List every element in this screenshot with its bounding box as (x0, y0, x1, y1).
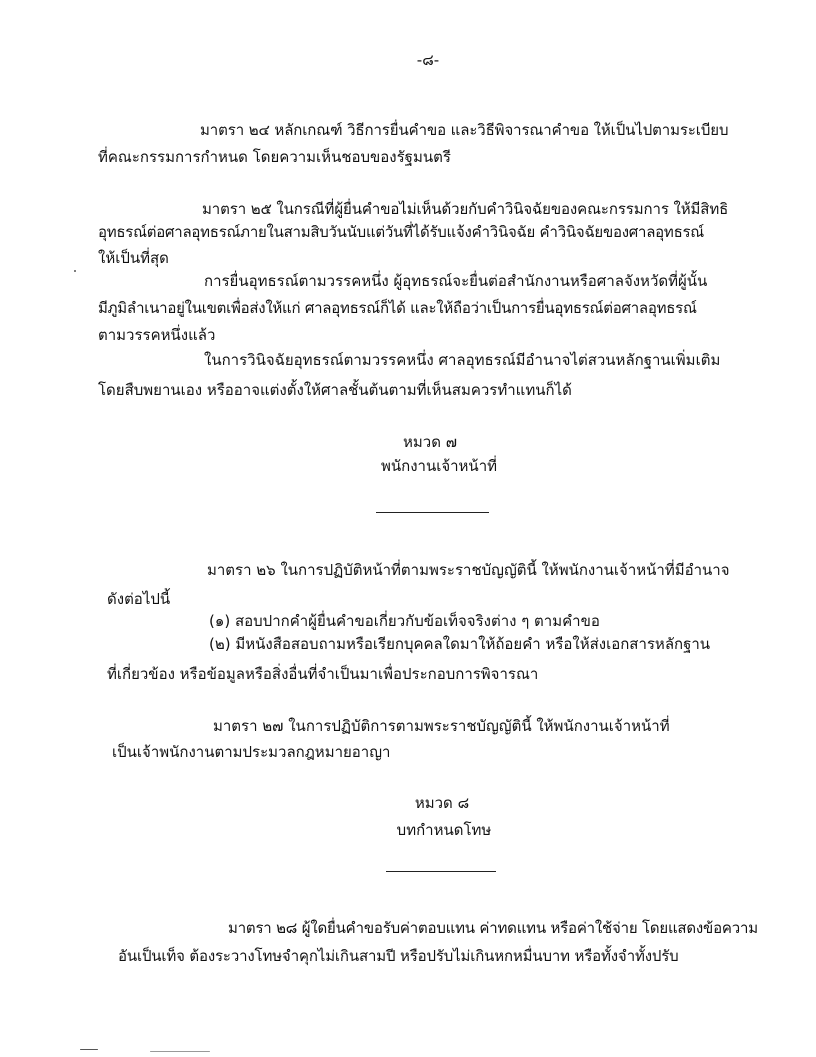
section-26-item-1: (๑) สอบปากคำผู้ยื่นคำขอเกี่ยวกับข้อเท็จจริงต่าง ๆ ตามคำขอ (209, 612, 600, 630)
section-28-line-2: อันเป็นเท็จ ต้องระวางโทษจำคุกไม่เกินสามปี หรือปรับไม่เกินหกหมื่นบาท หรือทั้งจำทั้งปรับ (118, 947, 679, 965)
scan-speck (74, 270, 76, 272)
section-25-para-2-line-3: ตามวรรคหนึ่งแล้ว (98, 326, 216, 344)
section-25-para-3-line-2: โดยสืบพยานเอง หรืออาจแต่งตั้งให้ศาลชั้นต้นตามที่เห็นสมควรทำแทนก็ได้ (98, 381, 572, 399)
section-25-line-1: มาตรา ๒๕ ในกรณีที่ผู้ยื่นคำขอไม่เห็นด้วยกับคำวินิจฉัยของคณะกรรมการ ให้มีสิทธิ (202, 200, 729, 218)
section-25-para-2-line-2: มีภูมิลำเนาอยู่ในเขตเพื่อส่งให้แก่ ศาลอุทธรณ์ก็ได้ และให้ถือว่าเป็นการยื่นอุทธรณ์ต่อศาลอุทธรณ์ (98, 299, 697, 317)
section-26-item-2-line-1: (๒) มีหนังสือสอบถามหรือเรียกบุคคลใดมาให้ถ้อยคำ หรือให้ส่งเอกสารหลักฐาน (209, 635, 711, 653)
section-25-para-3-line-1: ในการวินิจฉัยอุทธรณ์ตามวรรคหนึ่ง ศาลอุทธรณ์มีอำนาจไต่สวนหลักฐานเพิ่มเติม (204, 351, 721, 369)
section-24-line-1: มาตรา ๒๔ หลักเกณฑ์ วิธีการยื่นคำขอ และวิธีพิจารณาคำขอ ให้เป็นไปตามระเบียบ (200, 121, 729, 139)
chapter-7-title: พนักงานเจ้าหน้าที่ (380, 457, 497, 475)
chapter-7-divider (376, 512, 489, 513)
section-25-para-2-line-1: การยื่นอุทธรณ์ตามวรรคหนึ่ง ผู้อุทธรณ์จะยื่นต่อสำนักงานหรือศาลจังหวัดที่ผู้นั้น (204, 272, 708, 290)
chapter-8-heading: หมวด ๘ (414, 794, 470, 812)
chapter-8-divider (386, 871, 496, 872)
scan-speck (80, 1049, 98, 1050)
section-27-line-2: เป็นเจ้าพนักงานตามประมวลกฎหมายอาญา (112, 743, 391, 761)
chapter-7-heading: หมวด ๗ (403, 433, 457, 451)
section-28-line-1: มาตรา ๒๘ ผู้ใดยื่นคำขอรับค่าตอบแทน ค่าทดแทน หรือค่าใช้จ่าย โดยแสดงข้อความ (228, 919, 758, 937)
section-25-line-2: อุทธรณ์ต่อศาลอุทธรณ์ภายในสามสิบวันนับแต่วันที่ได้รับแจ้งคำวินิจฉัย คำวินิจฉัยของศาลอุทธรณ์ (98, 223, 704, 241)
section-26-line-2: ดังต่อไปนี้ (107, 590, 171, 608)
chapter-8-title: บทกำหนดโทษ (396, 821, 492, 839)
section-24-line-2: ที่คณะกรรมการกำหนด โดยความเห็นชอบของรัฐมนตรี (98, 148, 451, 166)
page-number: -๘- (416, 51, 440, 69)
scan-speck (150, 1051, 210, 1052)
section-25-line-3: ให้เป็นที่สุด (98, 249, 169, 267)
section-26-line-1: มาตรา ๒๖ ในการปฏิบัติหน้าที่ตามพระราชบัญญัตินี้ ให้พนักงานเจ้าหน้าที่มีอำนาจ (207, 561, 730, 579)
section-27-line-1: มาตรา ๒๗ ในการปฏิบัติการตามพระราชบัญญัตินี้ ให้พนักงานเจ้าหน้าที่ (213, 717, 670, 735)
section-26-item-2-line-2: ที่เกี่ยวข้อง หรือข้อมูลหรือสิ่งอื่นที่จำเป็นมาเพื่อประกอบการพิจารณา (107, 665, 539, 683)
